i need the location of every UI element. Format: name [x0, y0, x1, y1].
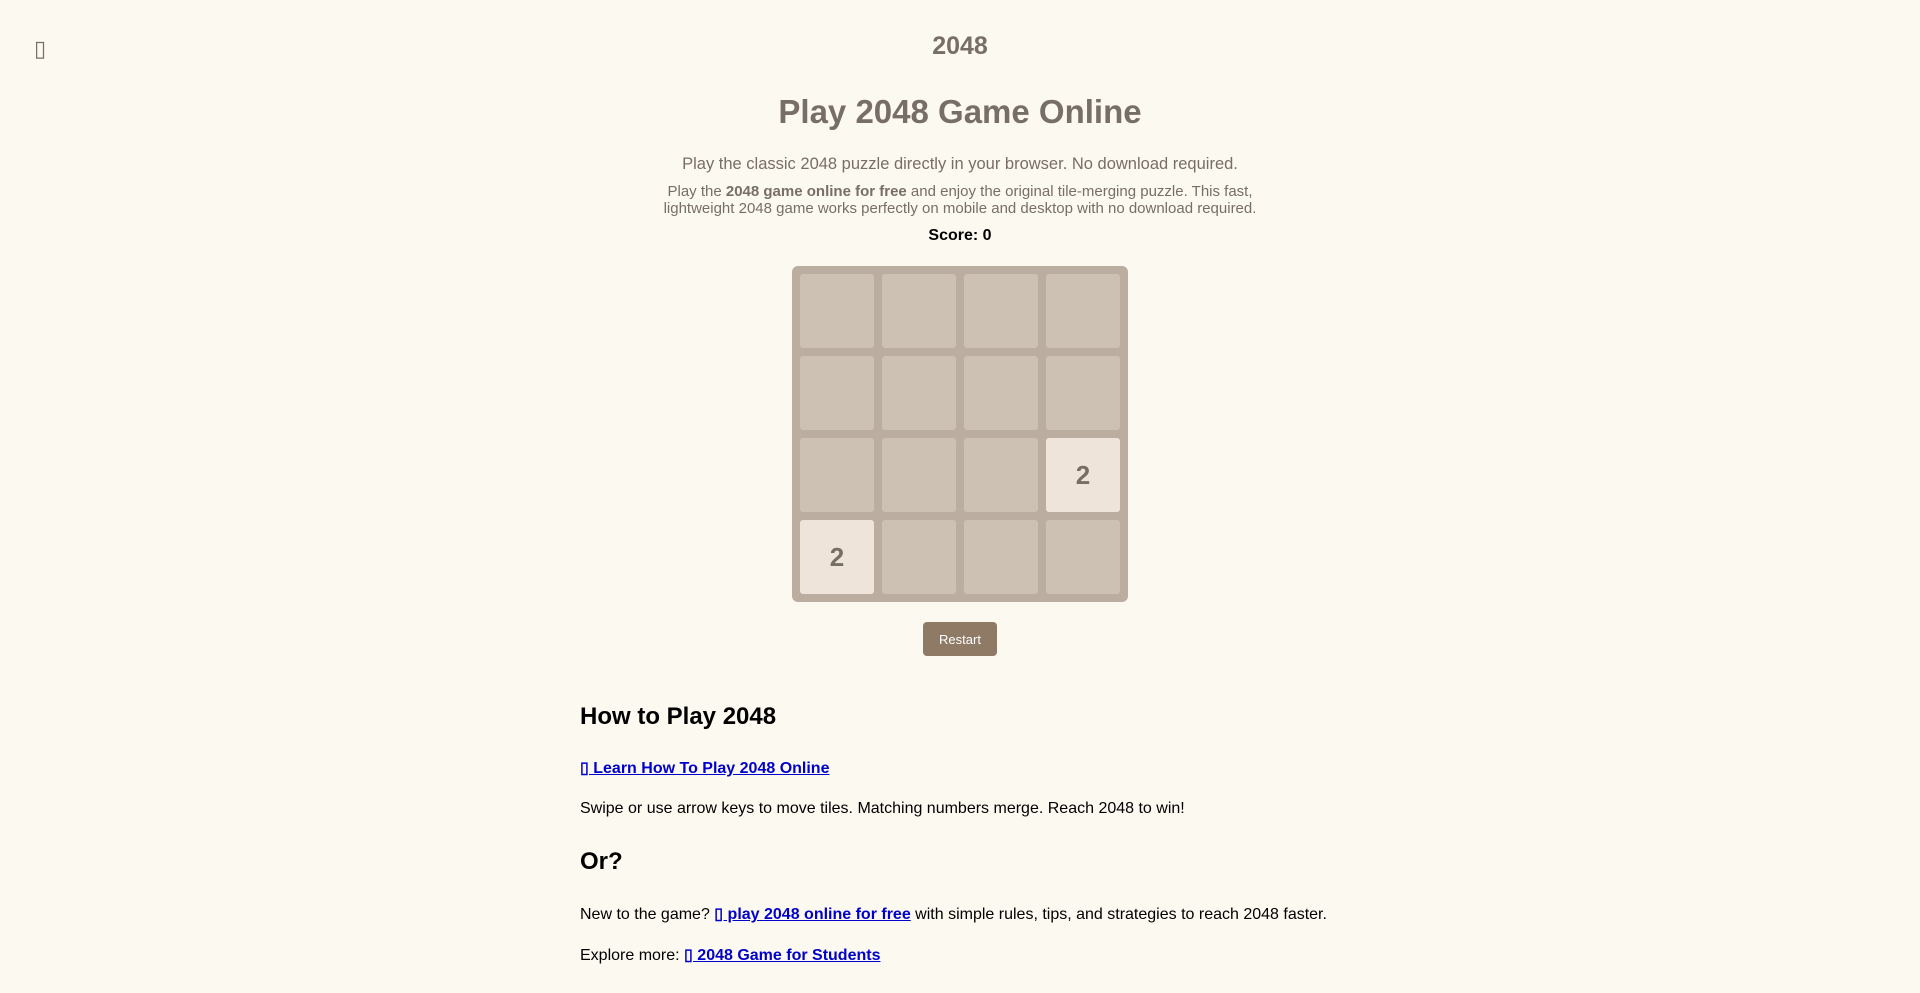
site-title: 2048	[932, 32, 988, 60]
empty-cell	[964, 356, 1038, 430]
empty-cell	[1046, 274, 1120, 348]
intro-post: and enjoy the original tile-merging puzzle. This fast, lightweight 2048 game works perfectly on mobile and desktop with no download required.	[663, 183, 1257, 217]
new-to-game-text	[580, 904, 1327, 924]
empty-cell	[1046, 520, 1120, 594]
empty-cell	[882, 356, 956, 430]
empty-cell	[882, 438, 956, 512]
how-to-play-text: Swipe or use arrow keys to move tiles. Matching numbers merge. Reach 2048 to win!	[580, 800, 1185, 817]
empty-cell	[800, 274, 874, 348]
empty-cell	[964, 438, 1038, 512]
empty-cell	[964, 274, 1038, 348]
empty-cell	[882, 274, 956, 348]
tile-2: 2	[800, 520, 874, 594]
intro-bold: 2048 game online for free	[725, 183, 907, 200]
play-free-link[interactable]: ▯ play 2048 online for free	[714, 906, 911, 923]
empty-cell	[1046, 356, 1120, 430]
explore-pre: Explore more:	[580, 947, 685, 964]
score: Score: 0	[928, 227, 992, 244]
or-heading: Or?	[580, 848, 623, 875]
explore-text	[580, 945, 880, 965]
empty-cell	[964, 520, 1038, 594]
empty-cell	[882, 520, 956, 594]
tile-2: 2	[1046, 438, 1120, 512]
restart-button[interactable]: Restart	[923, 622, 997, 656]
page-title: Play 2048 Game Online	[778, 93, 1142, 130]
how-to-play-heading: How to Play 2048	[580, 703, 777, 730]
empty-cell	[800, 356, 874, 430]
menu-icon[interactable]: ▯	[34, 36, 47, 61]
intro-pre: Play the	[667, 183, 726, 200]
learn-how-link[interactable]: ▯ Learn How To Play 2048 Online	[580, 760, 830, 777]
new-post: with simple rules, tips, and strategies to reach 2048 faster.	[910, 906, 1327, 923]
students-link[interactable]: ▯ 2048 Game for Students	[684, 947, 881, 964]
game-board[interactable]	[792, 266, 1128, 602]
new-pre: New to the game?	[580, 906, 715, 923]
empty-cell	[800, 438, 874, 512]
intro-text	[660, 183, 1260, 217]
subtitle: Play the classic 2048 puzzle directly in your browser. No download required.	[682, 155, 1238, 173]
